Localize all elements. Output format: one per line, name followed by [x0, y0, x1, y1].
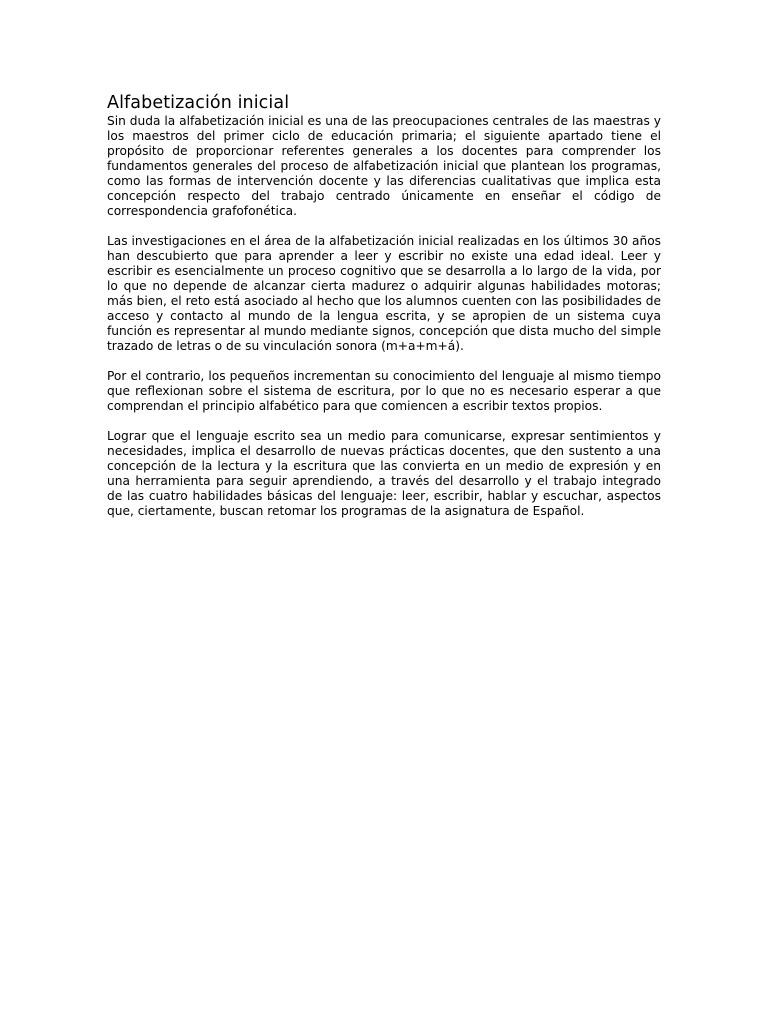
paragraph-2: Las investigaciones en el área de la alfabetización inicial realizadas en los últimos 30 años han descubierto que para aprender a leer y escribir no existe una edad ideal. Leer y escribir es esencialmente un proceso cognitivo que se desarrolla a lo largo de la vida, por lo que no depende de alcanzar cierta madurez o adquirir algunas habilidades motoras; más bien, el reto está asociado al hecho que los alumnos cuenten con las posibilidades de acceso y contacto al mundo de la lengua escrita, y se apropien de un sistema cuya función es representar al mundo mediante signos, concepción que dista mucho del simple trazado de letras o de su vinculación sonora (m+a+m+á).: [107, 234, 661, 353]
paragraph-4: Lograr que el lenguaje escrito sea un medio para comunicarse, expresar sentimientos y necesidades, implica el desarrollo de nuevas prácticas docentes, que den sustento a una concepción de la lectura y la escritura que las convierta en un medio de expresión y en una herramienta para seguir aprendiendo, a través del desarrollo y el trabajo integrado de las cuatro habilidades básicas del lenguaje: leer, escribir, hablar y escuchar, aspectos que, ciertamente, buscan retomar los programas de la asignatura de Español.: [107, 429, 661, 518]
document-title: Alfabetización inicial: [107, 93, 290, 113]
document-page: [107, 93, 661, 534]
paragraph-1: Sin duda la alfabetización inicial es una de las preocupaciones centrales de las maestras y los maestros del primer ciclo de educación primaria; el siguiente apartado tiene el propósito de proporcionar referentes generales a los docentes para comprender los fundamentos generales del proceso de alfabetización inicial que plantean los programas, como las formas de intervención docente y las diferencias cualitativas que implica esta concepción respecto del trabajo centrado únicamente en enseñar el código de correspondencia grafofonética.: [107, 114, 661, 218]
paragraph-3: Por el contrario, los pequeños incrementan su conocimiento del lenguaje al mismo tiempo que reflexionan sobre el sistema de escritura, por lo que no es necesario esperar a que comprendan el principio alfabético para que comiencen a escribir textos propios.: [107, 369, 661, 413]
